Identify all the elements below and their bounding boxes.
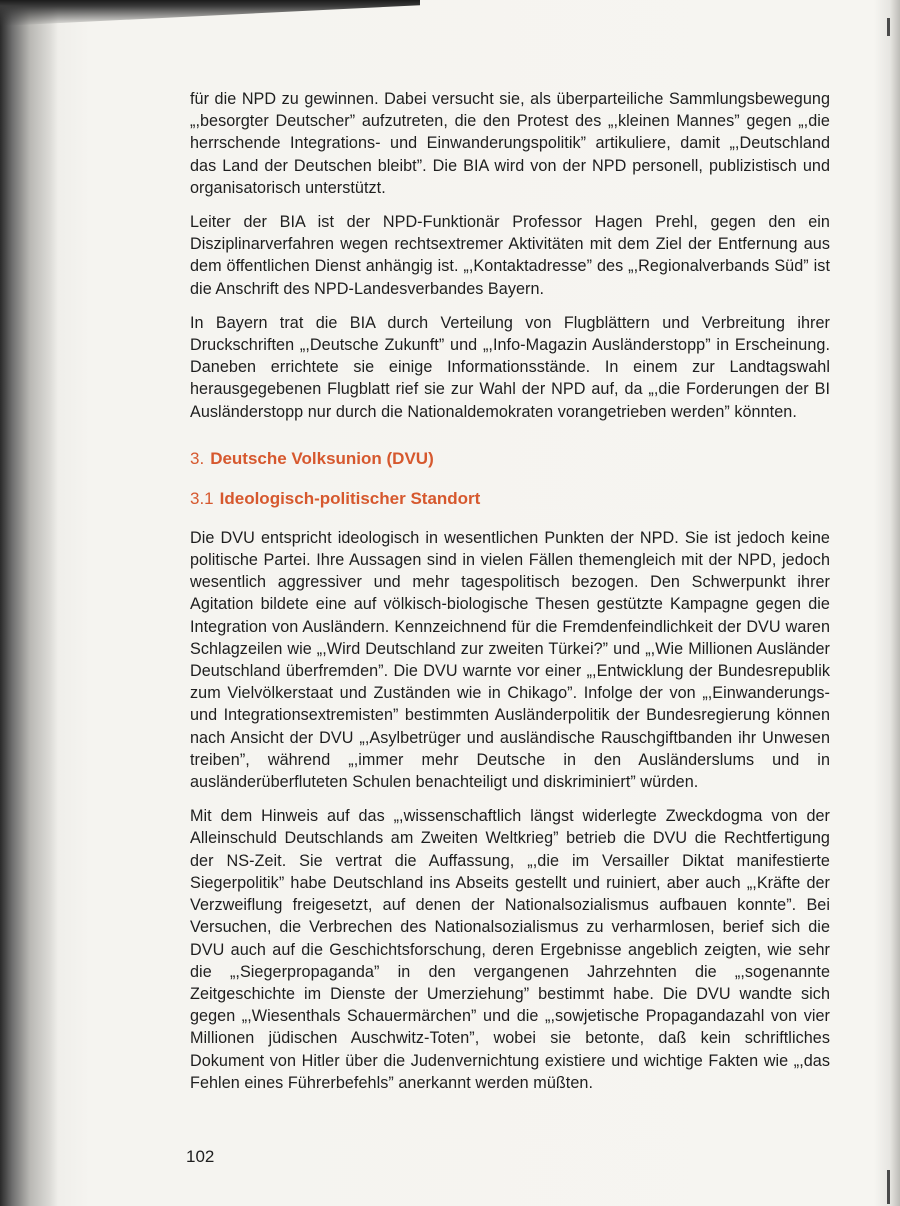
paragraph: Die DVU entspricht ideologisch in wesentlichen Punkten der NPD. Sie ist jedoch keine politische Partei. Ihre Aussagen sind in vielen Fällen themengleich mit der NPD, jedoch wesentlich aggressiver und mehr tagespolitisch bezogen. Den Schwerpunkt ihrer Agitation bildete eine auf völkisch-biologische Thesen gestützte Kampagne gegen die Integration von Ausländern. Kennzeichnend für die Fremdenfeindlichkeit der DVU waren Schlagzeilen wie „,Wird Deutschland zur zweiten Türkei?” und „,Wie Millionen Ausländer Deutschland überfremden”. Die DVU warnte vor einer „,Entwicklung der Bundesrepublik zum Vielvölkerstaat und Zuständen wie in Chikago”. Infolge der von „,Einwanderungs- und Integrationsextremisten” bestimmten Ausländerpolitik der Bundesregierung können nach Ansicht der DVU „,Asylbetrüger und ausländische Rauschgiftbanden ihr Unwesen treiben”, während „,immer mehr Deutsche in den Ausländerslums und in ausländerüberfluteten Schulen benachteiligt und diskriminiert” würden.: [190, 528, 830, 792]
page-content: [190, 88, 830, 1106]
paragraph: In Bayern trat die BIA durch Verteilung von Flugblättern und Verbreitung ihrer Druckschriften „,Deutsche Zukunft” und „,Info-Magazin Ausländerstopp” in Erscheinung. Daneben errichtete sie einige Informationsstände. In einem zur Landtagswahl herausgegebenen Flugblatt rief sie zur Wahl der NPD auf, da „,die Forderungen der BI Ausländerstopp nur durch die Nationaldemokraten vorangetrieben werden” könnten.: [190, 313, 830, 421]
section-heading: [190, 449, 830, 469]
paragraph: Leiter der BIA ist der NPD-Funktionär Professor Hagen Prehl, gegen den ein Disziplinarverfahren wegen rechtsextremer Aktivitäten mit dem Ziel der Entfernung aus dem öffentlichen Dienst anhängig ist. „,Kontaktadresse” des „,Regionalverbands Süd” ist die Anschrift des NPD-Landesverbandes Bayern.: [190, 213, 830, 298]
section-title: Deutsche Volksunion (DVU): [210, 448, 434, 468]
subsection-heading: [190, 489, 830, 509]
book-gutter: [0, 0, 58, 1206]
page-right-edge: [874, 0, 900, 1206]
section-number: 3.: [190, 448, 205, 468]
edge-mark: [887, 1170, 890, 1204]
page-top-shadow: [0, 0, 420, 26]
page-number: 102: [186, 1147, 215, 1166]
subsection-title: Ideologisch-politischer Standort: [219, 488, 481, 508]
edge-mark: [887, 18, 890, 36]
paragraph: Mit dem Hinweis auf das „,wissenschaftlich längst widerlegte Zweckdogma von der Alleinschuld Deutschlands am Zweiten Weltkrieg” betrieb die DVU die Rechtfertigung der NS-Zeit. Sie vertrat die Auffassung, „,die im Versailler Diktat manifestierte Siegerpolitik” habe Deutschland ins Abseits gestellt und ruiniert, aber auch „,Kräfte der Verzweiflung freigesetzt, auf denen der Nationalsozialismus aufbauen konnte”. Bei Versuchen, die Verbrechen des Nationalsozialismus zu verharmlosen, berief sich die DVU auch auf die Geschichtsforschung, deren Ergebnisse angeblich zeigten, wie sehr die „,Siegerpropaganda” in den vergangenen Jahrzehnten die „,sogenannte Zeitgeschichte im Dienste der Umerziehung” bestimmt habe. Die DVU wandte sich gegen „,Wiesenthals Schauermärchen” und die „,sowjetische Propagandazahl von vier Millionen jüdischen Auschwitz-Toten”, wobei sie betonte, daß kein schriftliches Dokument von Hitler über die Judenvernichtung existiere und wichtige Fakten wie „,das Fehlen eines Führerbefehls” anerkannt werden müßten.: [190, 807, 830, 1092]
paragraph: für die NPD zu gewinnen. Dabei versucht sie, als überparteiliche Sammlungsbewegung „,besorgter Deutscher” aufzutreten, die den Protest des „,kleinen Mannes” gegen „,die herrschende Integrations- und Einwanderungspolitik” artikuliere, damit „,Deutschland das Land der Deutschen bleibt”. Die BIA wird von der NPD personell, publizistisch und organisatorisch unterstützt.: [190, 90, 830, 197]
subsection-number: 3.1: [190, 488, 214, 508]
